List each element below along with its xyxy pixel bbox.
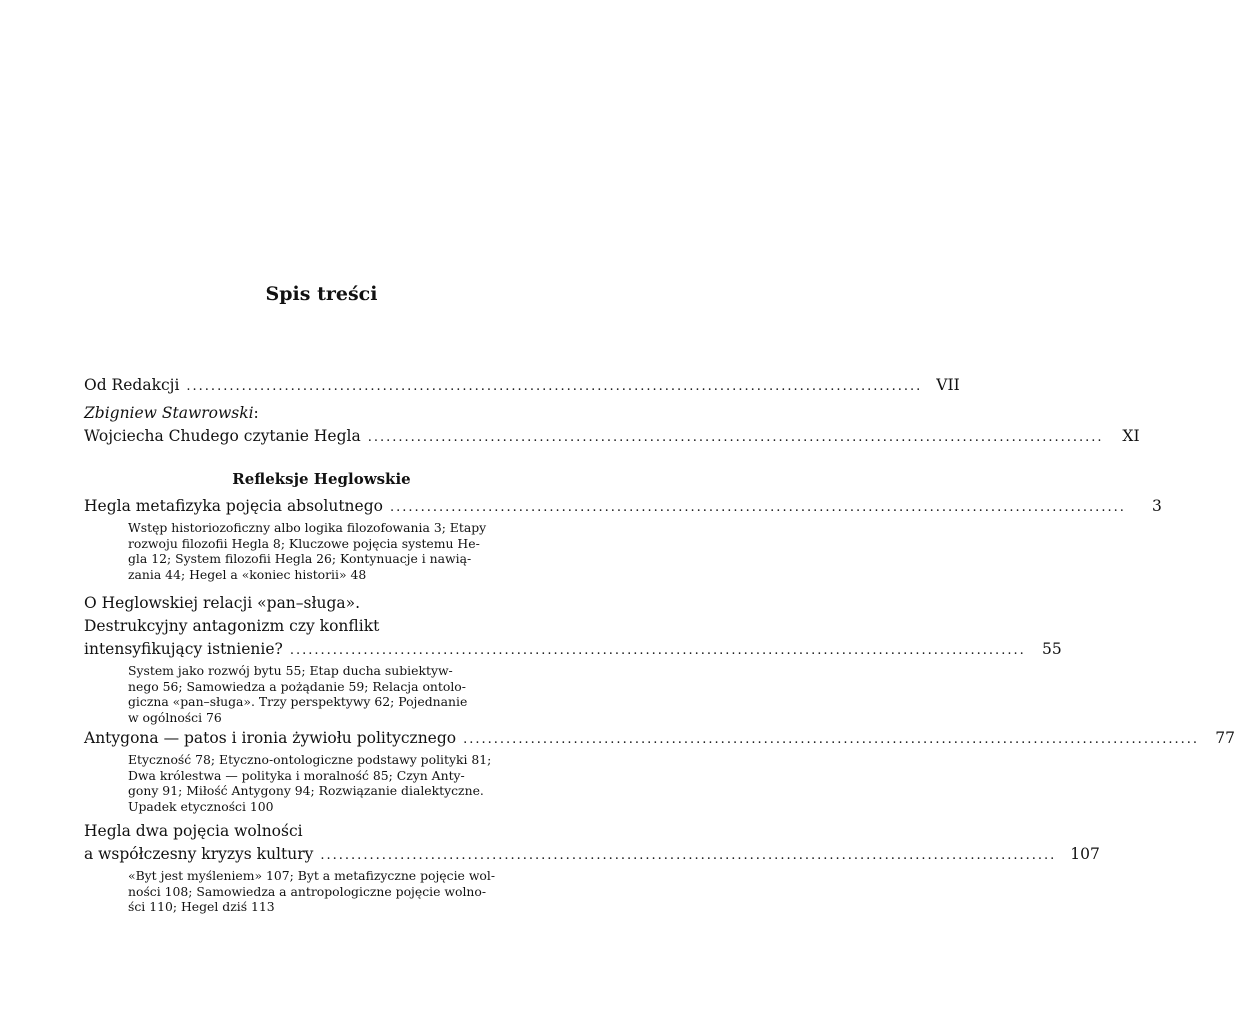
toc-line [84,376,960,399]
toc-page-number: 55 [1042,640,1062,658]
toc-entry-title: Antygona — patos i ironia żywiołu politycznego [84,729,457,747]
toc-line [84,617,550,640]
dot-leader: ........................................................................................................................ [389,500,1126,515]
toc-page-number: XI [1122,427,1140,445]
toc-line [84,640,1062,663]
toc-line [84,594,550,617]
toc-entry-title: Od Redakcji [84,376,180,394]
toc-page-number: 107 [1070,845,1100,863]
toc-page-number: VII [936,376,960,394]
toc-entry-title: Hegla metafizyka pojęcia absolutnego [84,497,383,515]
toc-author-line [84,404,550,427]
subentry-line: Wstęp historiozoficzny albo logika filozofowania 3; Etapy [128,520,487,535]
toc-line [84,497,1162,520]
toc-entry [84,594,1062,726]
subentry-line: ści 110; Hegel dziś 113 [128,899,275,915]
subentry-line: gla 12; System filozofii Hegla 26; Kontynuacje i nawią- [128,551,472,567]
subentry-line: Upadek etyczności 100 [128,799,274,815]
toc-entry [84,376,960,399]
toc-entry-title: Hegla dwa pojęcia wolności [84,822,303,840]
toc-line [84,729,1235,752]
toc-subentries [128,663,508,726]
subentry-line: Etyczność 78; Etyczno-ontologiczne podstawy polityki 81; [128,752,492,767]
toc-page-number: 3 [1151,497,1162,515]
toc-entry [84,497,1162,583]
toc-entry-author: Zbigniew Stawrowski [84,404,254,422]
dot-leader: ........................................................................................................................ [463,732,1200,747]
dot-leader: ........................................................................................................................ [186,379,923,394]
toc-line [84,822,550,845]
toc-entry [84,822,1100,915]
toc-line [84,845,1100,868]
subentry-line: nego 56; Samowiedza a pożądanie 59; Relacja ontolo- [128,678,466,694]
subentry-line: «Byt jest myśleniem» 107; Byt a metafizyczne pojęcie wol- [128,868,496,883]
subentry-line: System jako rozwój bytu 55; Etap ducha subiektyw- [128,663,453,678]
subentry-line: giczna «pan–sługa». Trzy perspektywy 62; Pojednanie [128,694,468,710]
toc-entry-title: Destrukcyjny antagonizm czy konflikt [84,617,380,635]
toc-entry [84,404,1140,450]
toc-entry-title: intensyfikujący istnienie? [84,640,283,658]
section-heading: Refleksje Heglowskie [232,470,411,488]
toc-subentries [128,868,508,915]
toc-page-number: 77 [1215,729,1235,747]
subentry-line: rozwoju filozofii Hegla 8; Kluczowe pojęcia systemu He- [128,535,480,551]
subentry-line: ności 108; Samowiedza a antropologiczne pojęcie wolno- [128,883,487,899]
subentry-line: zania 44; Hegel a «koniec historii» 48 [128,567,367,583]
dot-leader: ........................................................................................................................ [367,430,1104,445]
toc-entry-title: O Heglowskiej relacji «pan–sługa». [84,594,361,612]
toc-subentries [128,752,508,815]
subentry-line: gony 91; Miłość Antygony 94; Rozwiązanie dialektyczne. [128,783,484,799]
dot-leader: ........................................................................................................................ [289,643,1026,658]
page-title: Spis treści [265,283,378,305]
dot-leader: ........................................................................................................................ [320,848,1057,863]
subentry-line: Dwa królestwa — polityka i moralność 85; Czyn Anty- [128,767,465,783]
toc-entry-title: a współczesny kryzys kultury [84,845,314,863]
author-colon: : [253,404,259,422]
toc-line [84,427,1140,450]
subentry-line: w ogólności 76 [128,710,222,726]
toc-subentries [128,520,508,583]
toc-entry-title: Wojciecha Chudego czytanie Hegla [84,427,361,445]
toc-entry [84,729,1235,815]
